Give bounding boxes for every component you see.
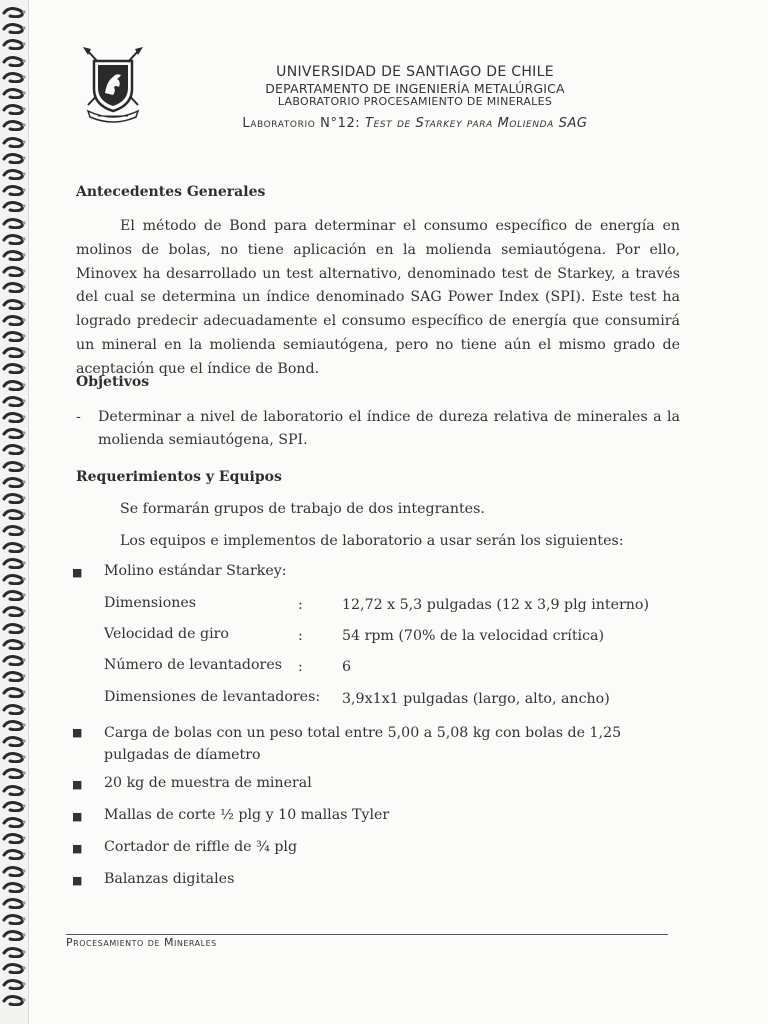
footer-divider xyxy=(66,934,668,935)
spiral-coil-icon xyxy=(2,994,26,1006)
lab-title-text: Test de Starkey para Molienda SAG xyxy=(365,116,588,131)
spiral-coil-icon xyxy=(2,443,26,455)
spiral-coil-icon xyxy=(2,589,26,601)
spiral-coil-icon xyxy=(2,767,26,779)
spiral-coil-icon xyxy=(2,832,26,844)
spiral-coil-icon xyxy=(2,427,26,439)
spiral-coil-icon xyxy=(2,265,26,277)
spiral-coil-icon xyxy=(2,119,26,131)
spec-value: 12,72 x 5,3 pulgadas (12 x 3,9 plg interno) xyxy=(342,597,649,613)
spiral-coil-icon xyxy=(2,200,26,212)
spiral-coil-icon xyxy=(2,249,26,261)
spiral-coil-icon xyxy=(2,460,26,472)
spiral-coil-icon xyxy=(2,136,26,148)
bullet-icon: ■ xyxy=(72,842,83,855)
spiral-coil-icon xyxy=(2,22,26,34)
spiral-coil-icon xyxy=(2,71,26,83)
bullet-icon: ■ xyxy=(72,566,83,579)
equipment-item: Cortador de riffle de ¾ plg xyxy=(104,839,298,855)
spiral-coil-icon xyxy=(2,670,26,682)
laboratory-name: LABORATORIO PROCESAMIENTO DE MINERALES xyxy=(277,95,553,108)
spec-colon: : xyxy=(298,597,303,613)
spiral-coil-icon xyxy=(2,6,26,18)
spiral-coil-icon xyxy=(2,654,26,666)
mill-title: Molino estándar Starkey: xyxy=(104,563,287,579)
spiral-coil-icon xyxy=(2,557,26,569)
spiral-coil-icon xyxy=(2,184,26,196)
spiral-coil-icon xyxy=(2,38,26,50)
spiral-coil-icon xyxy=(2,703,26,715)
spiral-coil-icon xyxy=(2,800,26,812)
spiral-coil-icon xyxy=(2,476,26,488)
spiral-coil-icon xyxy=(2,87,26,99)
dash-marker: - xyxy=(76,409,81,425)
spiral-coil-icon xyxy=(2,978,26,990)
spec-label: Dimensiones xyxy=(104,595,197,611)
lab-title xyxy=(170,116,660,131)
spiral-coil-icon xyxy=(2,865,26,877)
spec-value: 6 xyxy=(342,659,352,675)
spiral-coil-icon xyxy=(2,330,26,342)
section-title-objetivos: Objetivos xyxy=(76,374,150,390)
bullet-icon: ■ xyxy=(72,874,83,887)
department-name: DEPARTAMENTO DE INGENIERÍA METALÚRGICA xyxy=(265,81,565,96)
spiral-coil-icon xyxy=(2,881,26,893)
spec-label: Número de levantadores xyxy=(104,657,283,673)
university-crest-icon xyxy=(80,45,146,125)
spec-colon: : xyxy=(298,659,303,675)
equipment-item: Mallas de corte ½ plg y 10 mallas Tyler xyxy=(104,807,390,823)
objetivo-item xyxy=(76,406,680,452)
spiral-coil-icon xyxy=(2,395,26,407)
spiral-coil-icon xyxy=(2,298,26,310)
spiral-coil-icon xyxy=(2,281,26,293)
spiral-coil-icon xyxy=(2,897,26,909)
footer-text: Procesamiento de Minerales xyxy=(66,936,217,949)
spiral-coil-icon xyxy=(2,379,26,391)
requerimientos-line-1: Se formarán grupos de trabajo de dos integrantes. xyxy=(120,501,485,517)
spec-label: Dimensiones de levantadores: xyxy=(104,689,321,705)
spec-colon: : xyxy=(298,628,303,644)
spiral-coil-icon xyxy=(2,573,26,585)
spiral-coil-icon xyxy=(2,346,26,358)
spiral-coil-icon xyxy=(2,735,26,747)
spiral-coil-icon xyxy=(2,314,26,326)
spiral-coil-icon xyxy=(2,492,26,504)
section-title-requerimientos: Requerimientos y Equipos xyxy=(76,469,282,485)
equipment-item: Balanzas digitales xyxy=(104,871,235,887)
spiral-coil-icon xyxy=(2,622,26,634)
spiral-coil-icon xyxy=(2,751,26,763)
spiral-coil-icon xyxy=(2,638,26,650)
spiral-coil-icon xyxy=(2,508,26,520)
spiral-coil-icon xyxy=(2,962,26,974)
spiral-coil-icon xyxy=(2,362,26,374)
spiral-coil-icon xyxy=(2,233,26,245)
university-name: UNIVERSIDAD DE SANTIAGO DE CHILE xyxy=(276,64,554,80)
spiral-coil-icon xyxy=(2,719,26,731)
spiral-coil-icon xyxy=(2,929,26,941)
spiral-coil-icon xyxy=(2,55,26,67)
spiral-coil-icon xyxy=(2,152,26,164)
spiral-coil-icon xyxy=(2,913,26,925)
requerimientos-line-2: Los equipos e implementos de laboratorio a usar serán los siguientes: xyxy=(120,533,624,549)
spiral-coil-icon xyxy=(2,784,26,796)
equipment-item: Carga de bolas con un peso total entre 5,00 a 5,08 kg con bolas de 1,25 pulgadas de díametro xyxy=(104,725,622,763)
spiral-coil-icon xyxy=(2,524,26,536)
objetivo-text: Determinar a nivel de laboratorio el índice de dureza relativa de minerales a la molienda semiautógena, SPI. xyxy=(98,409,680,448)
bullet-icon: ■ xyxy=(72,810,83,823)
lab-number: Laboratorio N°12: xyxy=(242,116,366,131)
spiral-coil-icon xyxy=(2,946,26,958)
spec-value: 3,9x1x1 pulgadas (largo, alto, ancho) xyxy=(342,691,610,707)
spiral-coil-icon xyxy=(2,217,26,229)
spiral-coil-icon xyxy=(2,686,26,698)
spiral-coil-icon xyxy=(2,541,26,553)
antecedentes-paragraph: El método de Bond para determinar el consumo específico de energía en molinos de bolas, no tiene aplicación en la molienda semiautógena. Por ello, Minovex ha desarrollado un test alternativo, denominado test de Starkey, a través del cual se determina un índice denominado SAG Power Index (SPI). Este test ha logrado predecir adecuadamente el consumo específico de energía que consumirá un mineral en la molienda semiautógena, pero no tiene aún el mismo grado de aceptación que el índice de Bond. xyxy=(76,218,680,377)
spiral-coil-icon xyxy=(2,411,26,423)
spiral-coil-icon xyxy=(2,605,26,617)
section-title-antecedentes: Antecedentes Generales xyxy=(76,184,266,200)
spec-label: Velocidad de giro xyxy=(104,626,229,642)
spec-value: 54 rpm (70% de la velocidad crítica) xyxy=(342,628,605,644)
spiral-coil-icon xyxy=(2,103,26,115)
bullet-icon: ■ xyxy=(72,726,83,739)
spiral-coil-icon xyxy=(2,848,26,860)
equipment-item: 20 kg de muestra de mineral xyxy=(104,775,312,791)
bullet-icon: ■ xyxy=(72,778,83,791)
spiral-coil-icon xyxy=(2,168,26,180)
spiral-coil-icon xyxy=(2,816,26,828)
